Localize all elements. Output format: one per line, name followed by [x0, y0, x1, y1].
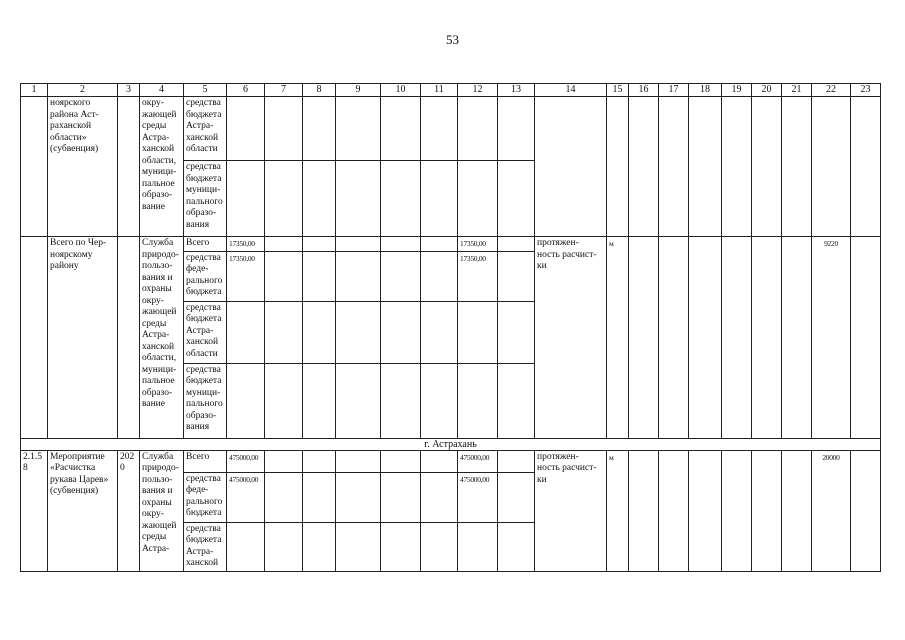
text-line: протяжен-: [537, 238, 579, 248]
text-line: образо-: [142, 190, 173, 200]
text-line: муници-: [186, 185, 221, 195]
text-line: Служба: [142, 238, 174, 248]
text-line: протяжен-: [537, 451, 579, 462]
text-line: области: [186, 348, 218, 359]
table-row: [21, 237, 881, 252]
block1-name: [48, 97, 118, 237]
block2-source-municipal: [184, 363, 227, 438]
text-line: ноярскому: [50, 249, 93, 260]
table-row: [21, 450, 881, 472]
text-line: Служба: [142, 451, 174, 462]
col-header-15: 15: [607, 84, 629, 97]
text-line: ханской: [186, 337, 219, 347]
block3-total-col6: 475000,00: [227, 450, 265, 472]
text-line: района Аст-: [50, 109, 99, 120]
block3-source-federal: [184, 472, 227, 522]
text-line: бюджета: [186, 314, 222, 324]
block2-col22: 9220: [812, 237, 851, 439]
col-header-14: 14: [535, 84, 607, 97]
document-table-wrapper: [20, 83, 881, 572]
block1-source-municipal: [184, 161, 227, 237]
block3-year: 2020: [118, 450, 140, 571]
text-line: муници-: [186, 387, 221, 398]
program-table: [20, 83, 881, 572]
text-line: «Расчистка: [50, 463, 96, 473]
text-line: феде-: [186, 485, 209, 495]
text-line: средства: [186, 98, 221, 108]
block1-source-regional: [184, 97, 227, 161]
text-line: Астра-: [142, 132, 170, 143]
text-line: пальное: [142, 376, 175, 386]
col-header-11: 11: [421, 84, 458, 97]
text-line: области: [186, 144, 218, 154]
col-header-16: 16: [629, 84, 659, 97]
text-line: рукава Царев»: [50, 474, 109, 485]
col-header-13: 13: [498, 84, 535, 97]
text-line: вания и: [142, 272, 173, 283]
text-line: окру-: [142, 98, 164, 108]
text-line: муници-: [142, 364, 177, 375]
text-line: средства: [186, 252, 221, 263]
block2-federal-col12: 17350,00: [458, 251, 498, 301]
block3-source-regional: [184, 522, 227, 571]
text-line: ханской: [142, 144, 175, 154]
text-line: бюджета: [186, 376, 222, 386]
text-line: средства: [186, 302, 221, 313]
text-line: охраны: [142, 497, 172, 508]
col-header-3: 3: [118, 84, 140, 97]
text-line: среды: [142, 318, 167, 329]
text-line: вание: [142, 399, 165, 409]
block3-federal-col12: 475000,00: [458, 472, 498, 522]
block2-executor: [140, 237, 184, 439]
text-line: ки: [537, 261, 547, 271]
text-line: раханской: [50, 121, 92, 131]
column-number-row: [21, 84, 881, 97]
block2-total-label: Всего: [184, 237, 227, 252]
text-line: ноярского: [50, 98, 91, 108]
block3-indicator: [535, 450, 607, 571]
block3-federal-col6: 475000,00: [227, 472, 265, 522]
text-line: средства: [186, 162, 221, 172]
text-line: Астра-: [186, 121, 214, 131]
text-line: району: [50, 261, 79, 271]
text-line: пользо-: [142, 261, 173, 271]
block2-total-col6: 17350,00: [227, 237, 265, 252]
text-line: Мероприятие: [50, 451, 105, 462]
col-header-20: 20: [752, 84, 782, 97]
text-line: окру-: [142, 509, 164, 519]
block2-source-regional: [184, 301, 227, 363]
text-line: жающей: [142, 307, 177, 317]
text-line: пальное: [142, 178, 175, 189]
text-line: среды: [142, 532, 167, 542]
block2-total-col12: 17350,00: [458, 237, 498, 252]
text-line: бюджета: [186, 508, 222, 518]
block3-name: [48, 450, 118, 571]
col-header-4: 4: [140, 84, 184, 97]
text-line: пального: [186, 196, 223, 207]
text-line: ханской: [142, 341, 175, 352]
text-line: Всего по Чер-: [50, 238, 107, 248]
block2-federal-col6: 17350,00: [227, 251, 265, 301]
text-line: Астра-: [142, 543, 170, 554]
text-line: образо-: [186, 208, 217, 218]
text-line: пользо-: [142, 474, 173, 485]
block2-source-federal: [184, 251, 227, 301]
text-line: жающей: [142, 109, 177, 120]
text-line: области,: [142, 353, 177, 363]
table-row: [21, 97, 881, 161]
col-header-8: 8: [303, 84, 336, 97]
text-line: окру-: [142, 295, 164, 306]
block3-code: 2.1.58: [21, 450, 48, 571]
text-line: среды: [142, 121, 167, 131]
text-line: средства: [186, 364, 221, 375]
col-header-23: 23: [851, 84, 881, 97]
text-line: вания и: [142, 486, 173, 496]
col-header-18: 18: [689, 84, 722, 97]
text-line: области,: [142, 155, 177, 166]
col-header-6: 6: [227, 84, 265, 97]
text-line: Астра-: [186, 546, 214, 557]
col-header-7: 7: [265, 84, 303, 97]
block3-unit: м: [607, 450, 629, 571]
block3-total-label: Всего: [184, 450, 227, 472]
text-line: бюджета: [186, 109, 222, 120]
text-line: жающей: [142, 520, 177, 531]
text-line: феде-: [186, 264, 209, 274]
text-line: вание: [142, 201, 165, 212]
col-header-21: 21: [782, 84, 812, 97]
block1-executor: [140, 97, 184, 237]
text-line: ханской: [186, 132, 219, 143]
text-line: образо-: [142, 387, 173, 398]
text-line: охраны: [142, 284, 172, 294]
page-number: 53: [446, 32, 459, 47]
section-title: г. Астрахань: [21, 438, 881, 450]
block2-unit: м: [607, 237, 629, 439]
col-header-19: 19: [722, 84, 752, 97]
block2-name: [48, 237, 118, 439]
text-line: (субвенция): [50, 486, 99, 496]
text-line: бюджета: [186, 173, 222, 184]
text-line: рального: [186, 496, 223, 507]
text-line: средства: [186, 523, 221, 534]
col-header-1: 1: [21, 84, 48, 97]
text-line: образо-: [186, 410, 217, 421]
text-line: природо-: [142, 249, 179, 260]
text-line: (субвенция): [50, 144, 99, 154]
text-line: природо-: [142, 463, 179, 473]
text-line: муници-: [142, 167, 177, 177]
section-row: [21, 438, 881, 450]
col-header-2: 2: [48, 84, 118, 97]
text-line: Астра-: [186, 325, 214, 336]
text-line: Астра-: [142, 330, 170, 340]
col-header-10: 10: [381, 84, 421, 97]
text-line: ность расчист-: [537, 463, 597, 473]
block3-total-col12: 475000,00: [458, 450, 498, 472]
text-line: рального: [186, 275, 223, 286]
text-line: бюджета: [186, 287, 222, 297]
text-line: пального: [186, 399, 223, 409]
block3-executor: [140, 450, 184, 571]
text-line: вания: [186, 422, 210, 432]
block3-col22: 20000: [812, 450, 851, 571]
text-line: ки: [537, 474, 547, 485]
col-header-9: 9: [336, 84, 381, 97]
col-header-17: 17: [659, 84, 689, 97]
col-header-5: 5: [184, 84, 227, 97]
text-line: области»: [50, 132, 87, 143]
text-line: средства: [186, 473, 221, 484]
text-line: ность расчист-: [537, 249, 597, 260]
text-line: ханской: [186, 558, 219, 568]
block2-indicator: [535, 237, 607, 439]
col-header-22: 22: [812, 84, 851, 97]
text-line: вания: [186, 219, 210, 230]
text-line: бюджета: [186, 535, 222, 545]
col-header-12: 12: [458, 84, 498, 97]
